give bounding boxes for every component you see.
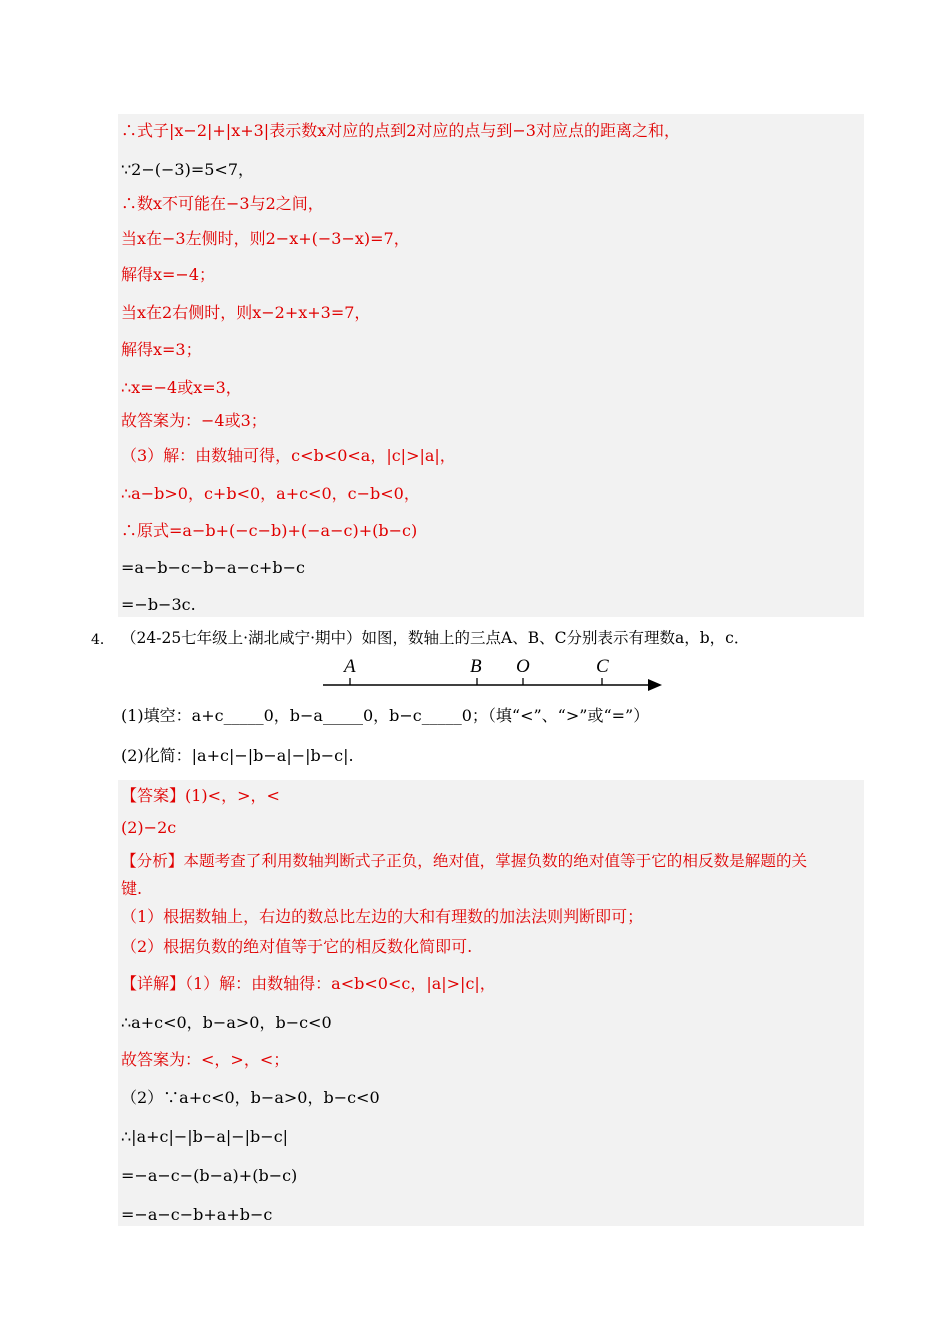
number-line-arrow bbox=[648, 679, 662, 691]
axis-label-A: A bbox=[344, 656, 356, 677]
b1-line-13: =a−b−c−b−a−c+b−c bbox=[121, 558, 305, 577]
b2-detail-4: （2）∵a+c<0，b−a>0，b−c<0 bbox=[121, 1088, 380, 1107]
b1-line-2: ∵2−(−3)=5<7， bbox=[121, 160, 255, 179]
b1-line-11: ∴a−b>0，c+b<0，a+c<0，c−b<0， bbox=[121, 484, 420, 503]
b2-detail-6: =−a−c−(b−a)+(b−c) bbox=[121, 1166, 298, 1185]
b1-line-6: 当x在2右侧时，则x−2+x+3=7， bbox=[121, 303, 371, 322]
b1-line-9: 故答案为：−4或3； bbox=[121, 411, 267, 430]
b2-answer: 【答案】(1)<，>，< bbox=[121, 786, 280, 805]
b1-line-10: （3）解：由数轴可得，c<b<0<a，|c|>|a|， bbox=[121, 446, 456, 465]
b2-detail-7: =−a−c−b+a+b−c bbox=[121, 1205, 273, 1224]
question-1: (1)填空：a+c_____0，b−a_____0，b−c_____0；（填“<”、“>”或“=”） bbox=[121, 706, 650, 725]
b1-line-14: =−b−3c. bbox=[121, 595, 196, 614]
b2-detail-2: ∴a+c<0，b−a>0，b−c<0 bbox=[121, 1013, 332, 1032]
b2-analysis-2: （2）根据负数的绝对值等于它的相反数化简即可. bbox=[121, 937, 473, 956]
problem-stem: （24-25七年级上·湖北咸宁·期中）如图，数轴上的三点A、B、C分别表示有理数a，b，c． bbox=[121, 629, 750, 647]
problem-number: 4． bbox=[91, 632, 114, 648]
b1-line-4: 当x在−3左侧时，则2−x+(−3−x)=7， bbox=[121, 229, 410, 248]
b1-line-5: 解得x=−4； bbox=[121, 265, 216, 284]
b2-analysis-cont: 键. bbox=[121, 879, 143, 898]
b2-detail-5: ∴|a+c|−|b−a|−|b−c| bbox=[121, 1127, 289, 1146]
b2-detail-1: 【详解】（1）解：由数轴得：a<b<0<c，|a|>|c|， bbox=[121, 974, 496, 993]
b2-answer-2: (2)−2c bbox=[121, 818, 177, 837]
b1-line-12: ∴原式=a−b+(−c−b)+(−a−c)+(b−c) bbox=[121, 521, 418, 540]
b1-line-1: ∴式子|x−2|+|x+3|表示数x对应的点到2对应的点与到−3对应点的距离之和， bbox=[121, 121, 680, 140]
question-2: (2)化简：|a+c|−|b−a|−|b−c|. bbox=[121, 746, 354, 765]
solution-block-2 bbox=[118, 780, 864, 1226]
b1-line-8: ∴x=−4或x=3， bbox=[121, 378, 242, 397]
axis-label-O: O bbox=[516, 656, 530, 677]
b1-line-3: ∴数x不可能在−3与2之间， bbox=[121, 194, 324, 213]
axis-label-B: B bbox=[470, 656, 482, 677]
b1-line-7: 解得x=3； bbox=[121, 340, 202, 359]
b2-detail-3: 故答案为：<，>，<； bbox=[121, 1050, 290, 1069]
axis-label-C: C bbox=[596, 656, 609, 677]
b2-analysis: 【分析】本题考查了利用数轴判断式子正负，绝对值，掌握负数的绝对值等于它的相反数是解题的关 bbox=[121, 852, 808, 870]
b2-analysis-1: （1）根据数轴上，右边的数总比左边的大和有理数的加法法则判断即可； bbox=[121, 907, 644, 926]
